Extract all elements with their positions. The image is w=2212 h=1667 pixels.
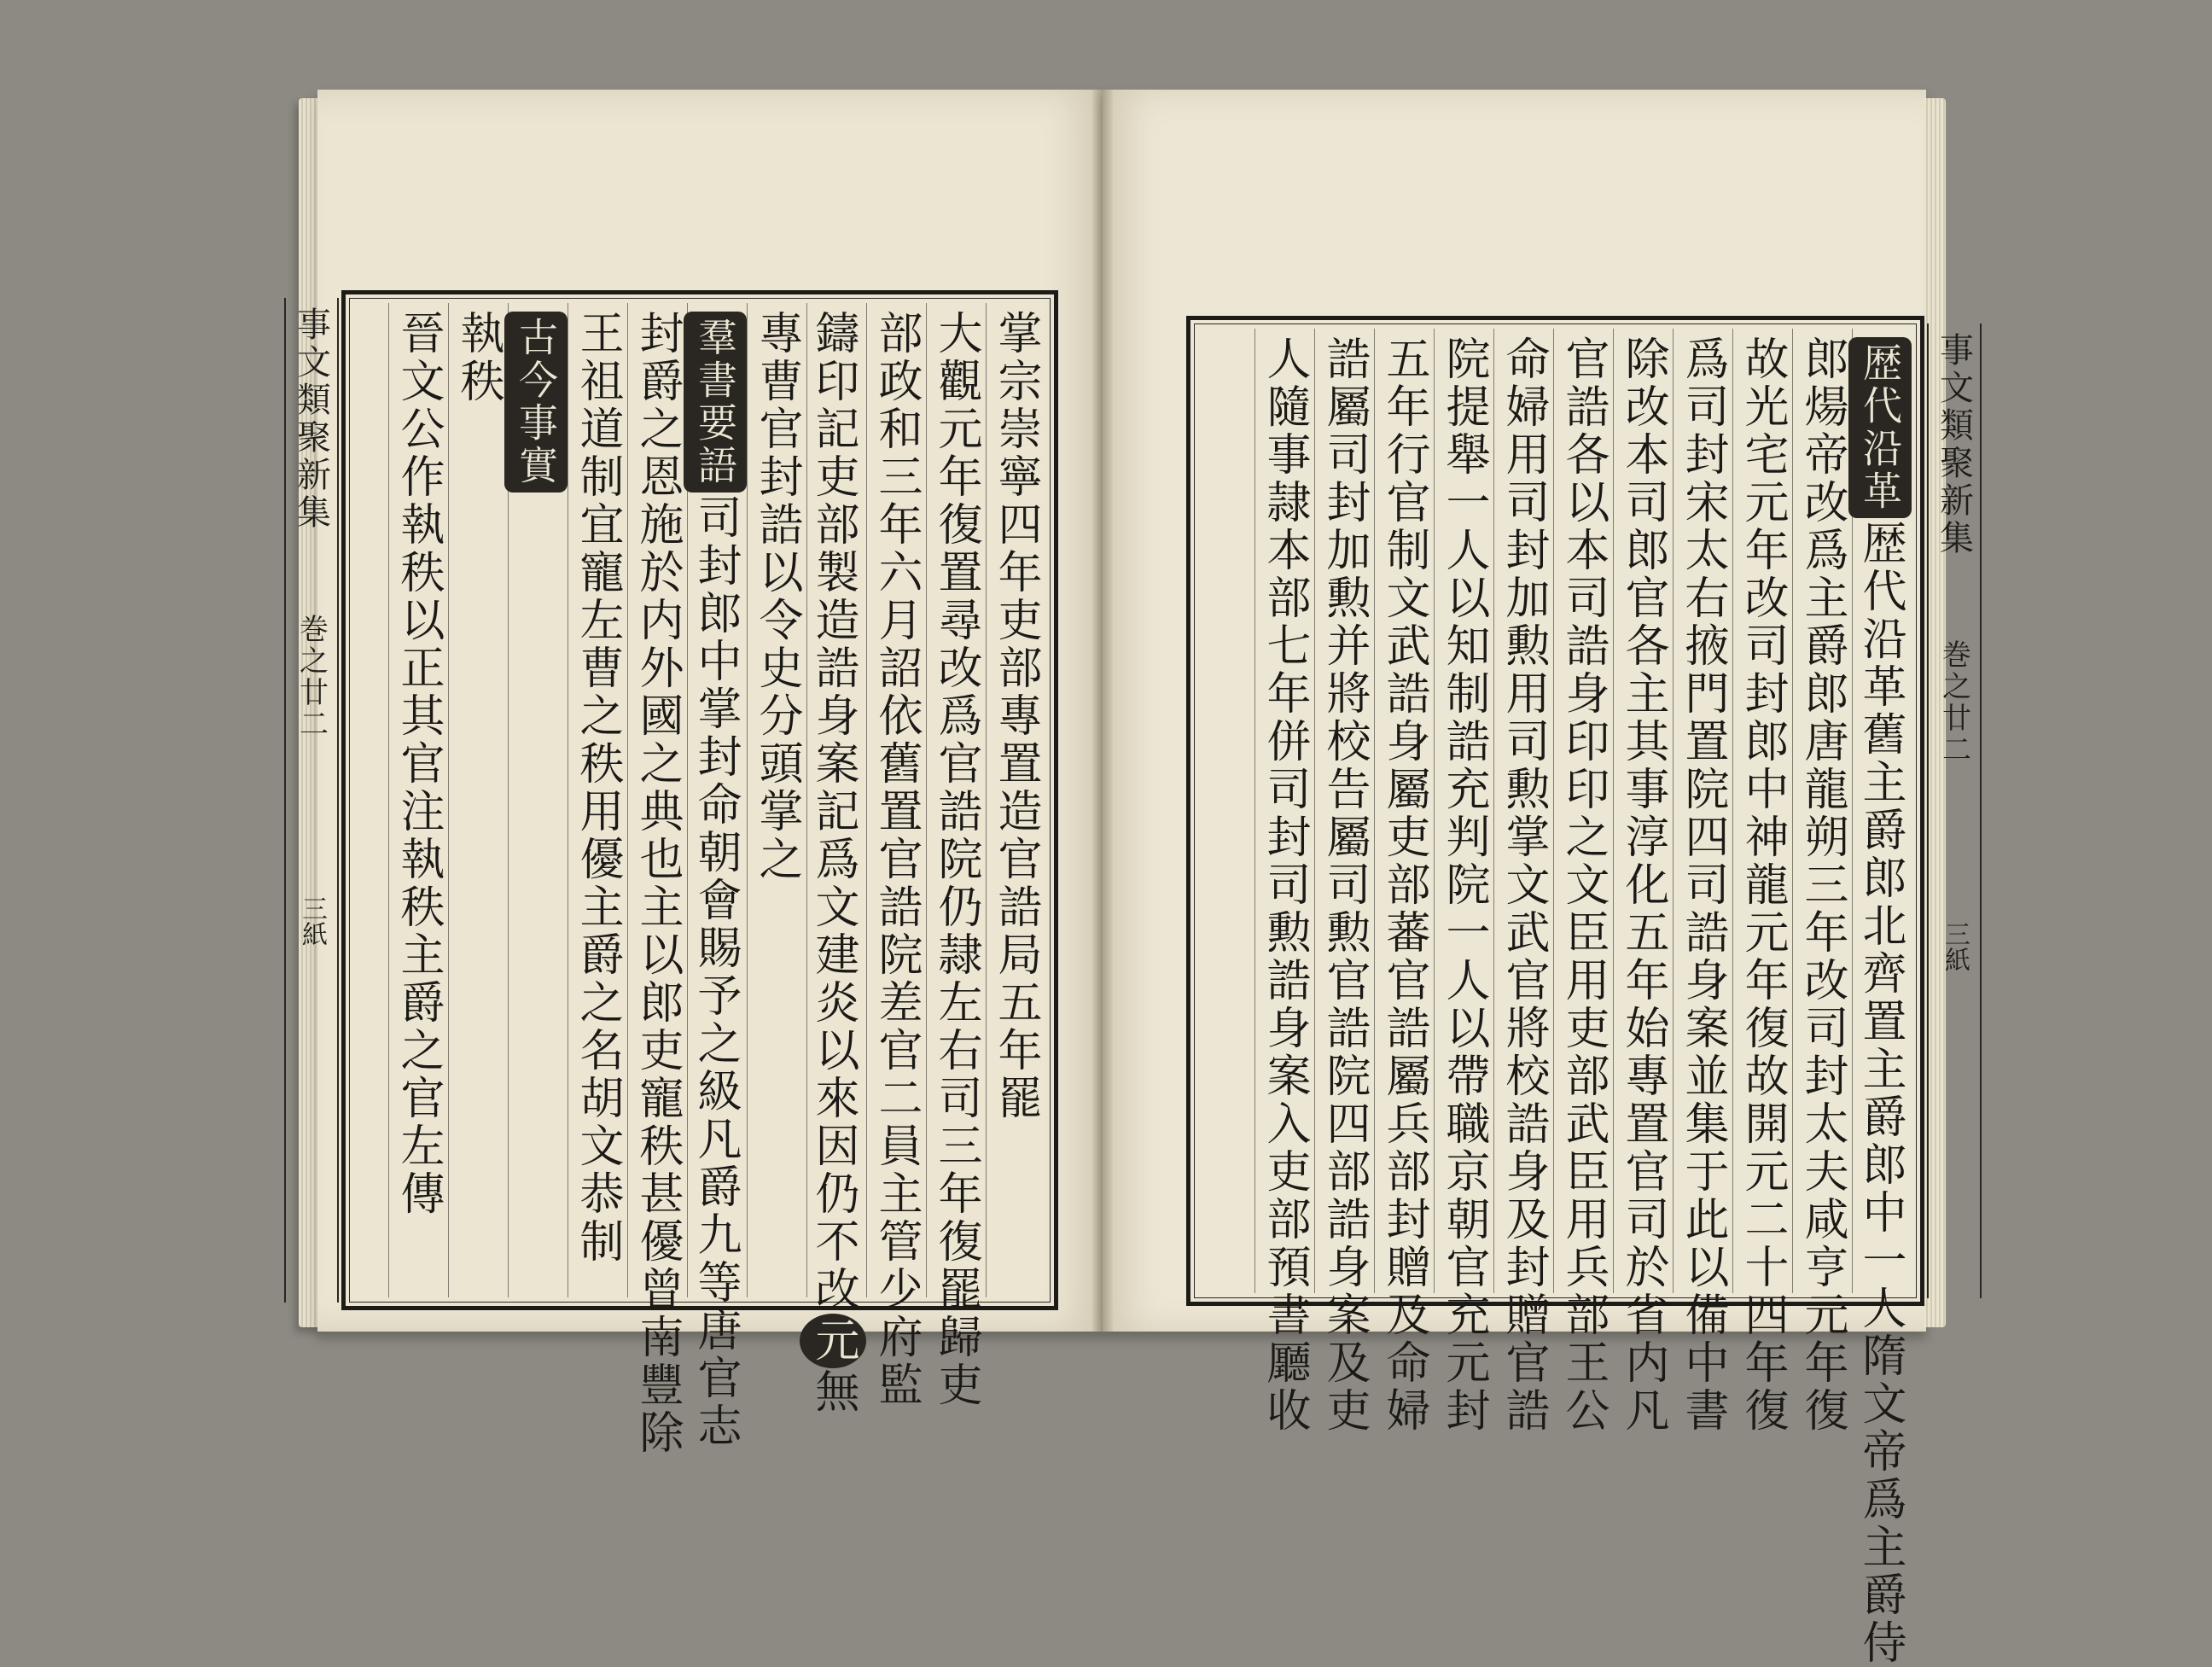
right-hanshin-page: 三紙 (1940, 921, 1970, 972)
text-column: 大觀元年復置尋改爲官誥院仍隷左右司三年復罷歸吏 (926, 303, 986, 1297)
text-column (568, 303, 627, 1297)
text-column: 命婦用司封加勲用司勲掌文武官將校誥身及封贈官誥 (1493, 329, 1553, 1293)
right-text-columns (1199, 329, 1912, 1667)
text-column (687, 303, 747, 1450)
text-column: 誥屬司封加勲并將校告屬司勲官誥院四部誥身案及吏 (1314, 329, 1374, 1293)
section-label-lidai: 歴代沿革 (1848, 337, 1912, 518)
text-column (1852, 329, 1912, 1667)
left-text-frame (291, 290, 1058, 1457)
text-column-body: 王祖道制宜寵左曹之秩用優主爵之名 (572, 310, 623, 1075)
left-hanshin-page: 三紙 (297, 895, 327, 947)
text-column: 部政和三年六月詔依舊置官誥院差官二員主管少府監 (866, 303, 926, 1297)
text-column-body: 司封郎中掌封命朝會賜予之級凡爵九等唐官志 (690, 494, 741, 1450)
section-label-qunshu: 羣書要語 (684, 312, 747, 493)
left-hanshin-title: 事文類聚新集 (291, 306, 331, 532)
right-hanshin-volume: 巻之廿二 (1936, 639, 1971, 766)
text-column-body: 封爵之恩施於内外國之典也主以郎吏寵秩甚優 (632, 310, 683, 1266)
section-label-gujin: 古今事實 (504, 312, 568, 493)
text-column: 官誥各以本司誥身印印之文臣用吏部武臣用兵部王公 (1553, 329, 1613, 1293)
text-column: 專曹官封誥以令史分頭掌之 (747, 303, 806, 1297)
left-hanshin-volume: 巻之廿二 (294, 614, 329, 740)
text-column-body: 鑄印記吏部製造誥身案記爲文建炎以來因仍不改 (807, 310, 859, 1314)
text-column-body: 歴代沿革舊主爵郎北齊置主爵郎中一人隋文帝爲主爵侍 (1854, 520, 1906, 1667)
right-text-frame (1186, 316, 1974, 1667)
text-column (508, 303, 568, 1297)
right-hanshin-margin (1927, 323, 1982, 1298)
text-column (806, 303, 866, 1416)
text-column: 五年行官制文武誥身屬吏部蕃官誥屬兵部封贈及命婦 (1374, 329, 1434, 1293)
text-column-heading: 執秩 (448, 303, 508, 1297)
right-hanshin-title: 事文類聚新集 (1934, 332, 1974, 557)
text-column (627, 303, 687, 1457)
label-yuan: 元 (800, 1314, 866, 1368)
note-zengnan: 曾南豐除 (632, 1266, 683, 1457)
book-gutter (1092, 90, 1113, 1332)
left-hanshin-margin (284, 298, 339, 1303)
label-wu: 無 (807, 1368, 859, 1416)
text-column: 晉文公作執秩以正其官注執秩主爵之官左傳 (388, 303, 448, 1297)
text-column: 爲司封宋太右掖門置院四司誥身案並集于此以備中書 (1673, 329, 1732, 1293)
text-column: 人隨事隷本部七年併司封司勲誥身案入吏部預書㕔收 (1254, 329, 1314, 1293)
note-hu: 胡文恭制 (572, 1075, 623, 1266)
text-column: 院提舉一人以知制誥充判院一人以帶職京朝官充元封 (1434, 329, 1493, 1293)
text-column: 除改本司郎官各主其事淳化五年始專置官司於省内凡 (1613, 329, 1673, 1293)
left-text-columns (354, 303, 1045, 1457)
text-column: 郎煬帝改爲主爵郎唐龍朔三年改司封太夫咸亨元年復 (1792, 329, 1852, 1293)
text-column: 掌宗崇寧四年吏部專置造官誥局五年罷 (986, 303, 1045, 1297)
text-column: 故光宅元年改司封郎中神龍元年復故開元二十四年復 (1732, 329, 1792, 1293)
